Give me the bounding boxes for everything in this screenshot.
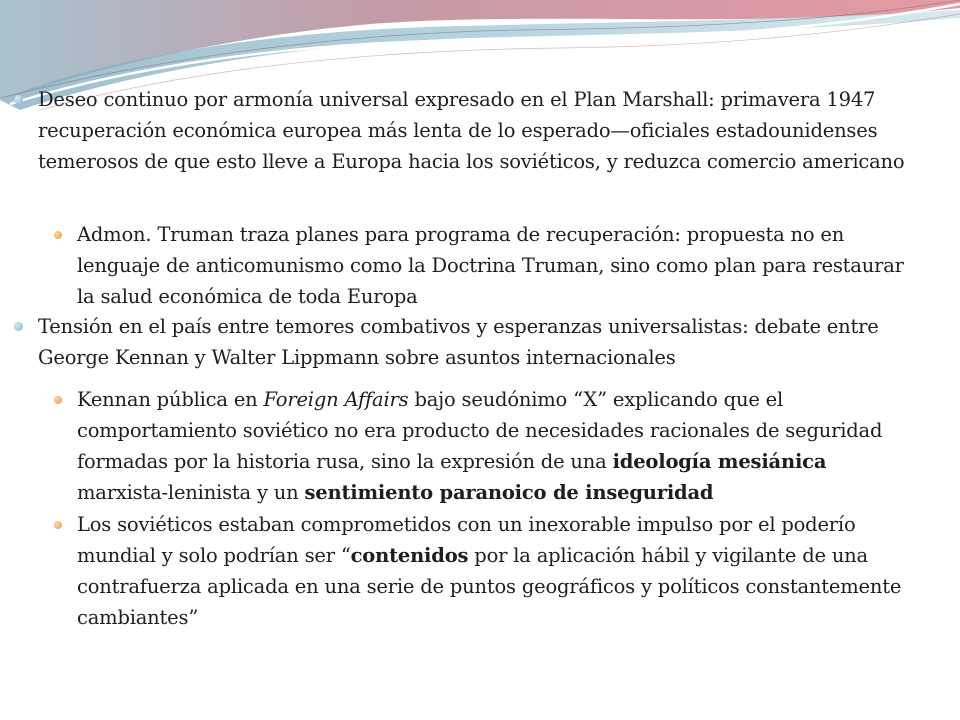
bullet-dot-icon — [14, 95, 23, 104]
bullet-dot-icon — [54, 521, 62, 529]
bullet-level2 — [77, 509, 922, 633]
bullet-level2 — [77, 384, 922, 508]
bullet-dot-icon — [54, 231, 62, 239]
bullet-text: Kennan pública en — [77, 388, 264, 411]
bullet-level2 — [77, 219, 922, 312]
bullet-text: Los soviéticos estaban comprometidos con un inexorable impulso por el poderío mundial y solo podrían ser “ — [77, 513, 856, 567]
bullet-dot-icon — [54, 396, 62, 404]
bullet-dot-icon — [14, 322, 23, 331]
bullet-text: ideología mesiánica — [612, 450, 827, 473]
bullet-level1 — [38, 84, 918, 177]
bullet-level1 — [38, 311, 918, 373]
bullet-text: Tensión en el país entre temores combativos y esperanzas universalistas: debate entre George Kennan y Walter Lippmann sobre asuntos internacionales — [38, 315, 879, 369]
bullet-text: contenidos — [350, 544, 469, 567]
bullet-text: marxista-leninista y un — [77, 481, 305, 504]
bullet-text: sentimiento paranoico de inseguridad — [304, 481, 714, 504]
bullet-text: Deseo continuo por armonía universal expresado en el Plan Marshall: primavera 1947 recuperación económica europea más lenta de lo esperado—oficiales estadounidenses temerosos de que esto lleve a Europa hacia los soviéticos, y reduzca comercio americano — [38, 88, 905, 173]
bullet-text: Foreign Affairs — [263, 388, 409, 411]
bullet-text: bajo seudónimo “X” explicando que el comportamiento soviético no era producto de necesidades racionales de seguridad formadas por la historia rusa, sino la expresión de una — [77, 388, 883, 473]
bullet-text: Admon. Truman traza planes para programa de recuperación: propuesta no en lenguaje de anticomunismo como la Doctrina Truman, sino como plan para restaurar la salud económica de toda Europa — [77, 223, 904, 308]
bullet-text: por la aplicación hábil y vigilante de una contrafuerza aplicada en una serie de puntos geográficos y políticos constantemente cambiantes” — [77, 544, 902, 629]
